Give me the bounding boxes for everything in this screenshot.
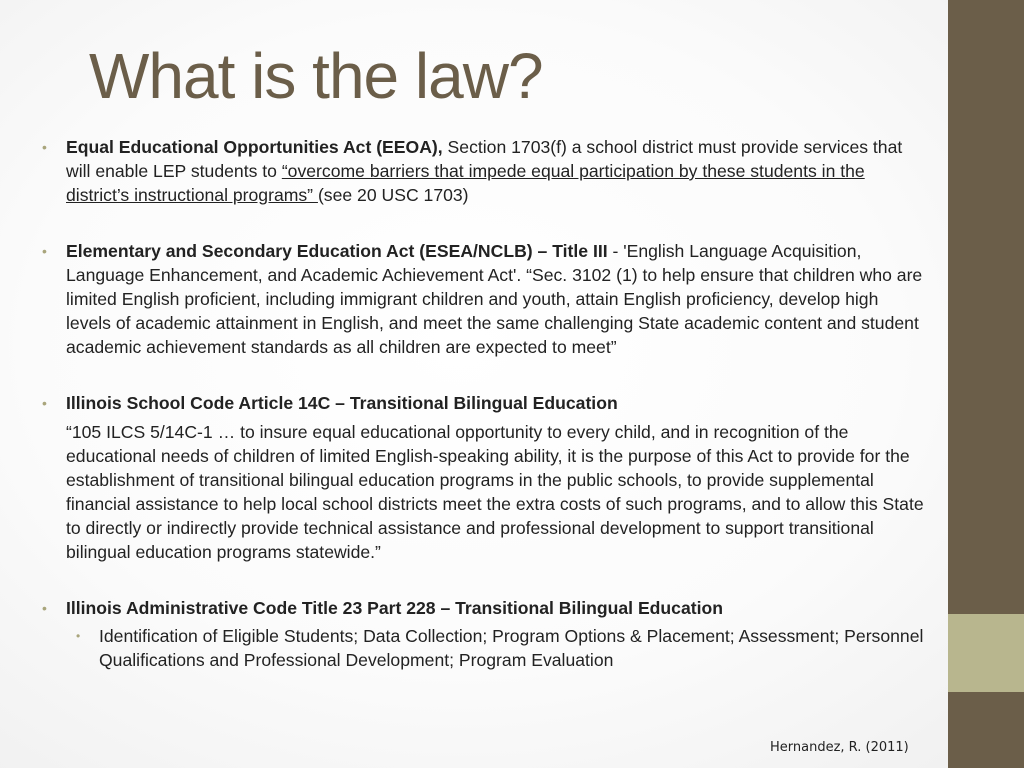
bullet-text: (see 20 USC 1703) [317, 185, 469, 205]
sub-bullet-dot: • [76, 629, 81, 643]
sidebar-block-mid [948, 614, 1024, 692]
bullet-dot: • [42, 395, 47, 411]
bullet-quote-underlined: “overcome barriers that impede equal participation by these students in the district’s instructional programs” [66, 161, 865, 205]
slide-title: What is the law? [89, 40, 543, 112]
bullet-dot: • [42, 243, 47, 259]
bullet-esea [42, 239, 926, 359]
bullet-eeoa [42, 135, 926, 207]
bullet-heading: Elementary and Secondary Education Act (ESEA/NCLB) – Title III [66, 241, 608, 261]
sidebar-decoration [948, 0, 1024, 768]
sidebar-block-bottom [948, 692, 1024, 768]
sub-bullet-text: Identification of Eligible Students; Data Collection; Program Options & Placement; Assessment; Personnel Qualifications and Professional Development; Program Evaluation [99, 626, 924, 670]
slide-content [42, 135, 926, 672]
bullet-text: - 'English Language Acquisition, Language Enhancement, and Academic Achievement Act'. “Sec. 3102 (1) to help ensure that children who are limited English proficient, including immigrant children and youth, attain English proficiency, develop high levels of academic attainment in English, and meet the same challenging State academic content and student academic achievement standards as all children are expected to meet” [66, 241, 923, 357]
bullet-dot: • [42, 139, 47, 155]
bullet-heading: Illinois Administrative Code Title 23 Part 228 – Transitional Bilingual Education [66, 598, 723, 618]
bullet-quote: “105 ILCS 5/14C-1 … to insure equal educational opportunity to every child, and in recognition of the educational needs of children of limited English-speaking ability, it is the purpose of this Act to provide for the establishment of transitional bilingual education programs in the public schools, to provide supplemental financial assistance to help local school districts meet the extra costs of such programs, and to allow this State to directly or indirectly provide technical assistance and professional development to support transitional bilingual education programs statewide.” [66, 422, 924, 562]
bullet-heading: Illinois School Code Article 14C – Transitional Bilingual Education [66, 393, 618, 413]
bullet-text: Section 1703(f) a school district must provide services that will enable LEP students to [66, 137, 903, 181]
sidebar-block-top [948, 0, 1024, 614]
bullet-heading: Equal Educational Opportunities Act (EEOA), [66, 137, 443, 157]
bullet-dot: • [42, 600, 47, 616]
sub-bullet-item [42, 624, 926, 672]
bullet-illinois-school-code [42, 391, 926, 415]
bullet-illinois-admin-code [42, 596, 926, 620]
citation: Hernandez, R. (2011) [770, 740, 909, 755]
